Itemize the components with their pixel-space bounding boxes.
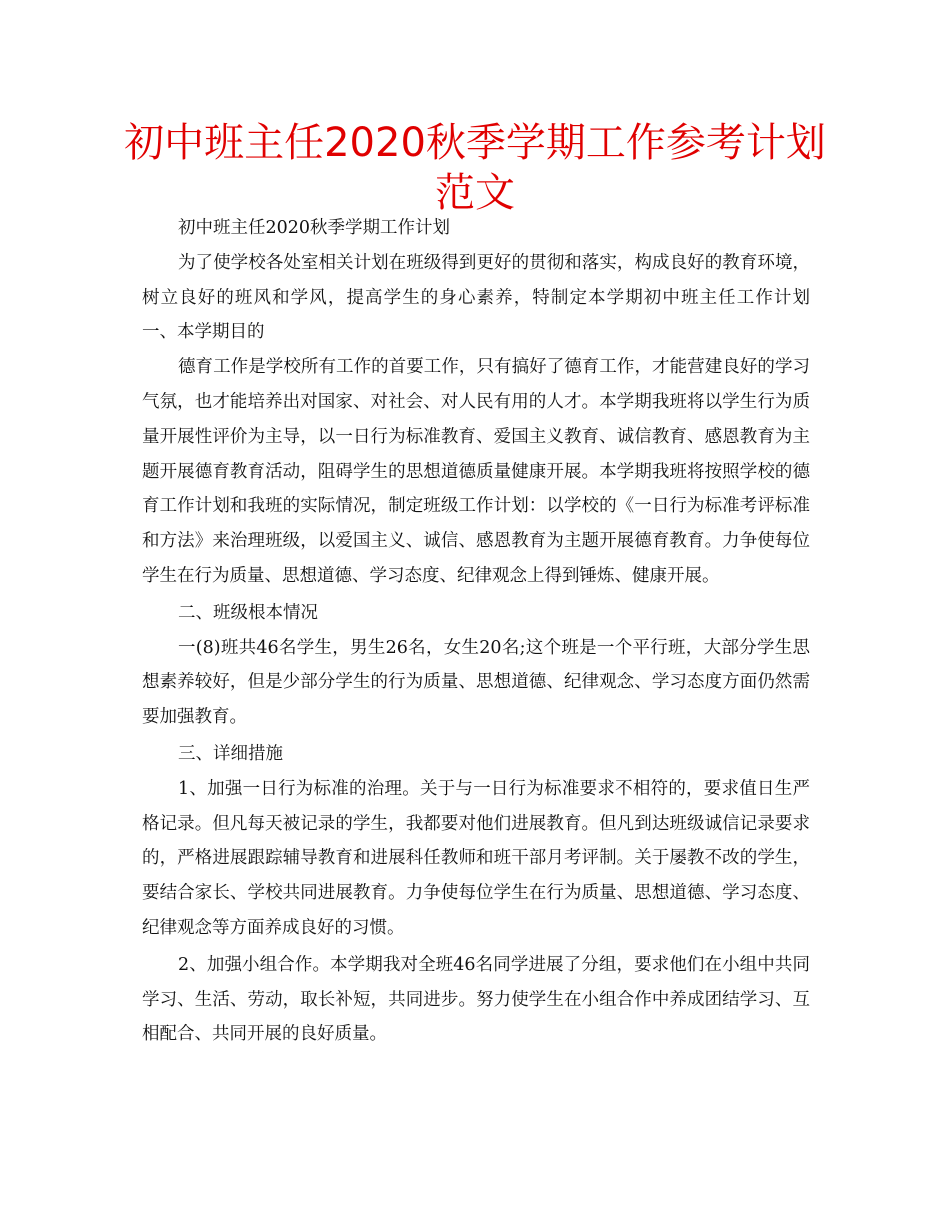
subtitle-paragraph: 初中班主任2020秋季学期工作计划 <box>178 218 451 238</box>
document-title: 初中班主任2020秋季学期工作参考计划范文 <box>124 120 826 216</box>
intro-paragraph: 为了使学校各处室相关计划在班级得到更好的贯彻和落实，构成良好的教育环境，树立良好的班风和学风，提高学生的身心素养，特制定本学期初中班主任工作计划 一、本学期目的 <box>142 252 845 343</box>
moral-education-paragraph: 德育工作是学校所有工作的首要工作，只有搞好了德育工作，才能营建良好的学习气氛，也才能培养出对国家、对社会、对人民有用的人才。本学期我班将以学生行为质量开展性评价为主导，以一日行为标准教育、爱国主义教育、诚信教育、感恩教育为主题开展德育教育活动，阻碍学生的思想道德质量健康开展。本学期我班将按照学校的德育工作计划和我班的实际情况，制定班级工作计划：以学校的《一日行为标准考评标准和方法》来治理班级，以爱国主义、诚信、感恩教育为主题开展德育教育。力争使每位学生在行为质量、思想道德、学习态度、纪律观念上得到锤炼、健康开展。 <box>142 357 810 586</box>
class-situation-paragraph: 一(8)班共46名学生，男生26名，女生20名;这个班是一个平行班，大部分学生思想素养较好，但是少部分学生的行为质量、思想道德、纪律观念、学习态度方面仍然需要加强教育。 <box>142 637 810 728</box>
measure-1-paragraph: 1、加强一日行为标准的治理。关于与一日行为标准要求不相符的，要求值日生严格记录。但凡每天被记录的学生，我都要对他们进展教育。但凡到达班级诚信记录要求的，严格进展跟踪辅导教育和进展科任教师和班干部月考评制。关于屡教不改的学生，要结合家长、学校共同进展教育。力争使每位学生在行为质量、思想道德、学习态度、纪律观念等方面养成良好的习惯。 <box>142 778 810 938</box>
measure-2-paragraph: 2、加强小组合作。本学期我对全班46名同学进展了分组，要求他们在小组中共同学习、生活、劳动，取长补短，共同进步。努力使学生在小组合作中养成团结学习、互相配合、共同开展的良好质量。 <box>142 954 810 1045</box>
section-heading-measures: 三、详细措施 <box>178 743 283 764</box>
document-body <box>142 211 845 1052</box>
section-heading-class-situation: 二、班级根本情况 <box>178 602 318 623</box>
